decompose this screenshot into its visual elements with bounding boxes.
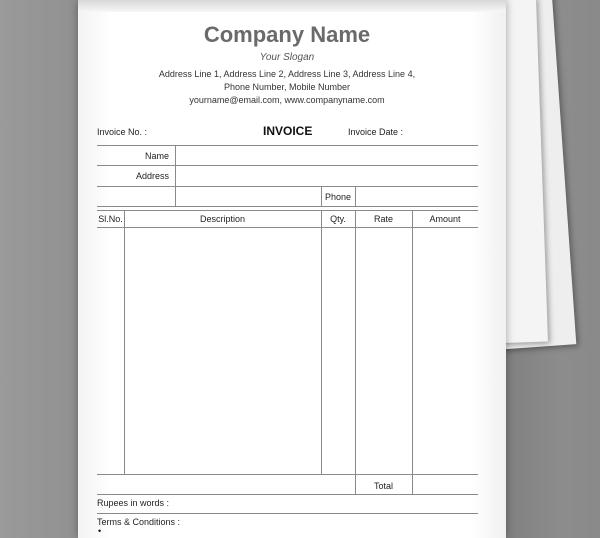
background-left — [0, 0, 90, 538]
invoice-title: INVOICE — [263, 124, 313, 138]
total-label: Total — [373, 481, 393, 491]
divider — [97, 165, 478, 166]
column-header-description: Description — [199, 214, 246, 224]
company-phone: Phone Number, Mobile Number — [223, 82, 351, 92]
company-slogan: Your Slogan — [259, 52, 315, 63]
page-curl — [78, 0, 506, 12]
divider — [355, 186, 356, 206]
invoice-page — [78, 0, 506, 538]
invoice-date-label: Invoice Date : — [348, 127, 404, 137]
divider — [97, 186, 478, 187]
table-border — [97, 227, 478, 228]
phone-label: Phone — [324, 192, 352, 202]
terms-bullet: • — [98, 526, 102, 536]
table-column-line — [355, 210, 356, 494]
company-name: Company Name — [203, 22, 371, 47]
table-column-line — [321, 210, 322, 474]
table-column-line — [412, 210, 413, 494]
address-label: Address — [135, 171, 169, 181]
column-header-amount: Amount — [429, 214, 461, 224]
column-header-slno: Sl.No. — [98, 214, 123, 224]
divider — [97, 145, 478, 146]
invoice-number-label: Invoice No. : — [97, 127, 148, 137]
table-border — [97, 210, 478, 211]
table-border — [97, 474, 478, 475]
divider — [175, 145, 176, 206]
divider — [97, 206, 478, 207]
rupees-in-words-label: Rupees in words : — [97, 498, 170, 508]
name-label: Name — [144, 151, 169, 161]
table-border — [97, 494, 478, 495]
terms-label: Terms & Conditions : — [97, 517, 181, 527]
table-column-line — [124, 210, 125, 474]
column-header-qty: Qty. — [330, 214, 346, 224]
company-address: Address Line 1, Address Line 2, Address Line 3, Address Line 4, — [158, 69, 416, 79]
company-contact: yourname@email.com, www.companyname.com — [189, 95, 385, 105]
divider — [97, 513, 478, 514]
column-header-rate: Rate — [373, 214, 393, 224]
